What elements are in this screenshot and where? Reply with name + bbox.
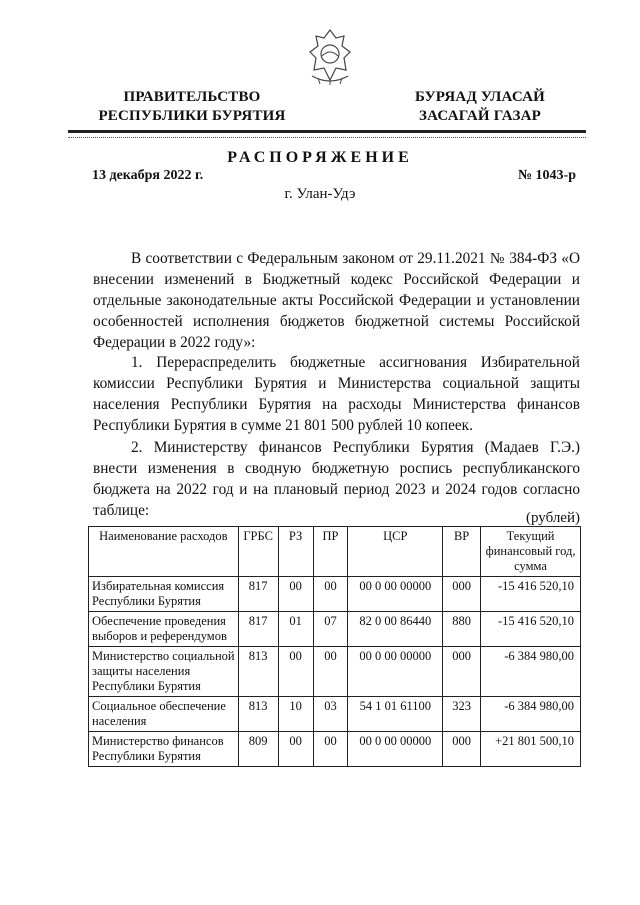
cell-csr: 00 0 00 00000 [348,577,443,612]
col-header-grbs: ГРБС [238,527,278,577]
cell-grbs: 813 [238,697,278,732]
cell-rz: 00 [278,577,313,612]
cell-amount: -6 384 980,00 [481,697,581,732]
cell-name: Избирательная комиссия Республики Бурятия [89,577,239,612]
clause-1-paragraph: 1. Перераспределить бюджетные ассигнования Избирательной комиссии Республики Бурятия и Министерства социальной защиты населения Республики Бурятия на расходы Министерства финансов Республики Бурятия в сумме 21 801 500 рублей 10 копеек. [93,354,580,434]
document-number: № 1043-р [517,168,576,183]
cell-vr: 000 [443,577,481,612]
cell-pr: 03 [313,697,348,732]
cell-csr: 82 0 00 86440 [348,612,443,647]
cell-name: Обеспечение проведения выборов и референдумов [89,612,239,647]
cell-rz: 00 [278,647,313,697]
col-header-amount: Текущий финансовый год, сумма [481,527,581,577]
table-row [89,612,581,647]
cell-grbs: 817 [238,577,278,612]
cell-amount: -15 416 520,10 [481,577,581,612]
government-name-bua-line1: БУРЯАД УЛАСАЙ [414,89,546,105]
table-unit-label: (рублей) [525,510,580,526]
government-name-ru-line2: РЕСПУБЛИКИ БУРЯТИЯ [98,108,286,124]
table-row [89,732,581,767]
header-dotted-rule [68,137,586,138]
document-title: РАСПОРЯЖЕНИЕ [227,149,413,166]
col-header-rz: РЗ [278,527,313,577]
cell-vr: 000 [443,647,481,697]
table-row [89,577,581,612]
col-header-pr: ПР [313,527,348,577]
cell-grbs: 817 [238,612,278,647]
cell-amount: -15 416 520,10 [481,612,581,647]
document-city: г. Улан-Удэ [284,186,356,202]
cell-pr: 00 [313,577,348,612]
cell-name: Министерство финансов Республики Бурятия [89,732,239,767]
document-date: 13 декабря 2022 г. [92,168,204,183]
cell-pr: 00 [313,647,348,697]
cell-grbs: 813 [238,647,278,697]
preamble-paragraph: В соответствии с Федеральным законом от 29.11.2021 № 384-ФЗ «О внесении изменений в Бюджетный кодекс Российской Федерации и отдельные законодательные акты Российской Федерации и установлении особенностей исполнения бюджетов бюджетной системы Российской Федерации в 2022 году»: [93,250,580,351]
cell-vr: 323 [443,697,481,732]
cell-csr: 00 0 00 00000 [348,647,443,697]
cell-rz: 10 [278,697,313,732]
cell-rz: 00 [278,732,313,767]
government-name-bua [400,88,560,126]
cell-vr: 000 [443,732,481,767]
government-name-bua-line2: ЗАСАГАЙ ГАЗАР [419,108,541,124]
cell-pr: 07 [313,612,348,647]
table-header-row [89,527,581,577]
coat-of-arms-icon [300,28,360,86]
table-row [89,697,581,732]
clause-2-paragraph: 2. Министерству финансов Республики Бурятия (Мадаев Г.Э.) внести изменения в сводную бюджетную роспись республиканского бюджета на 2022 год и на плановый период 2023 и 2024 годов согласно таблице: [93,439,580,519]
cell-csr: 00 0 00 00000 [348,732,443,767]
col-header-name: Наименование расходов [89,527,239,577]
cell-csr: 54 1 01 61100 [348,697,443,732]
cell-amount: +21 801 500,10 [481,732,581,767]
col-header-vr: ВР [443,527,481,577]
government-name-ru [92,88,292,126]
table-row [89,647,581,697]
cell-rz: 01 [278,612,313,647]
cell-name: Социальное обеспечение населения [89,697,239,732]
cell-grbs: 809 [238,732,278,767]
government-name-ru-line1: ПРАВИТЕЛЬСТВО [123,89,261,105]
cell-amount: -6 384 980,00 [481,647,581,697]
cell-vr: 880 [443,612,481,647]
cell-name: Министерство социальной защиты населения Республики Бурятия [89,647,239,697]
cell-pr: 00 [313,732,348,767]
header-rule [68,130,586,133]
col-header-csr: ЦСР [348,527,443,577]
budget-table [88,526,581,767]
